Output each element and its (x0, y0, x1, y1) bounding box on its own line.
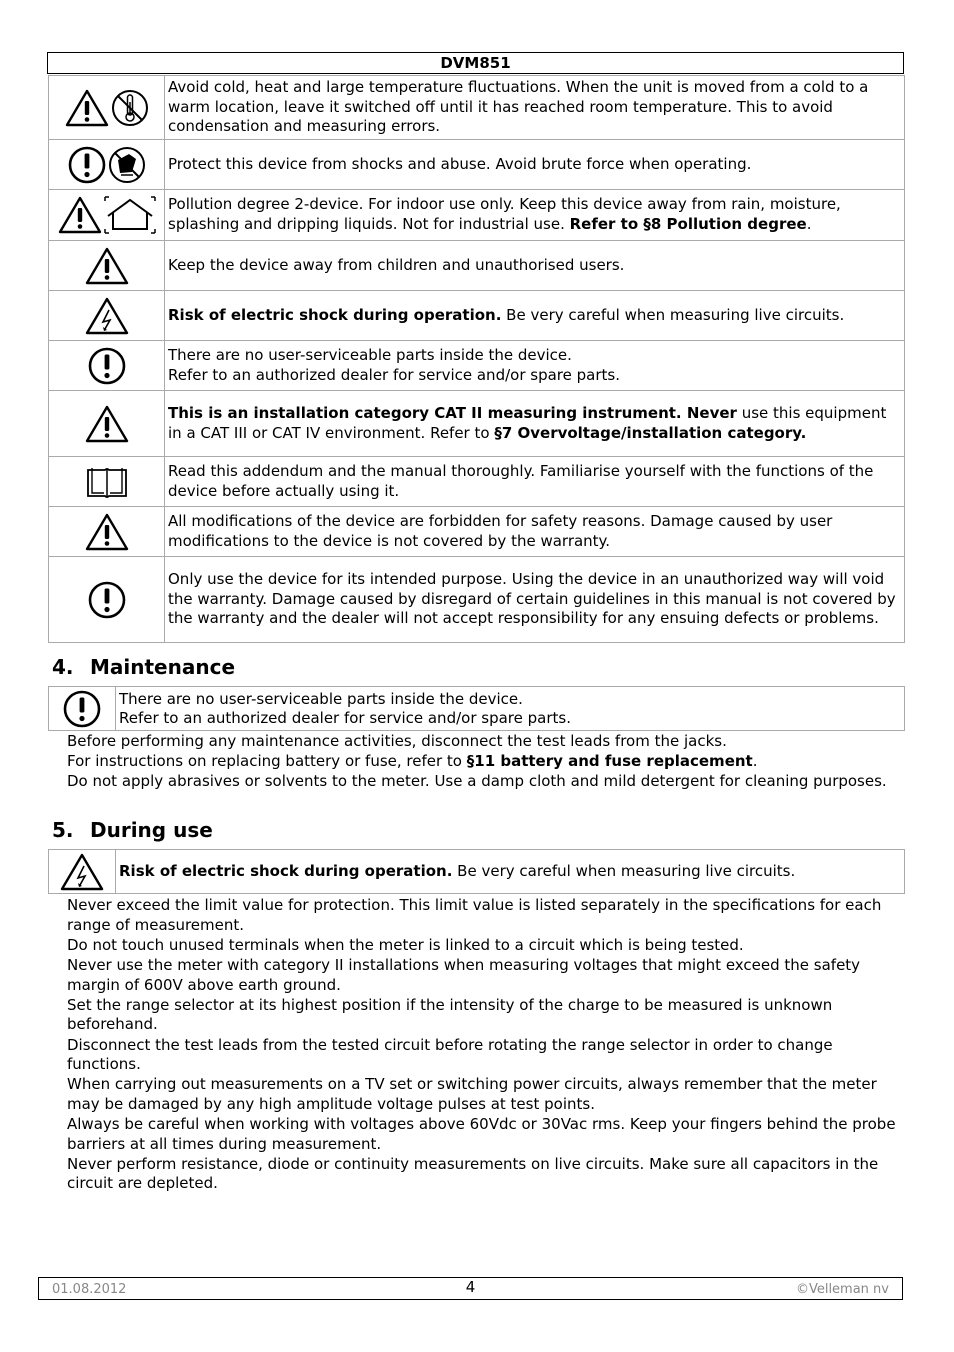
safety-text-bold: This is an installation category CAT II measuring instrument. Never (168, 403, 737, 422)
warning-icon (64, 98, 110, 116)
safety-icon-cell (49, 241, 165, 291)
paragraph: Disconnect the test leads from the tested circuit before rotating the range selector in order to change functions. (67, 1035, 833, 1074)
safety-row (49, 140, 905, 190)
safety-icon-cell (49, 140, 165, 190)
notice-bold: Risk of electric shock during operation. (119, 861, 453, 880)
paragraph: Never use the meter with category II installations when measuring voltages that might exceed the safety margin of 600V above earth ground. (67, 955, 861, 994)
safety-row (49, 76, 905, 140)
safety-icon-cell (49, 391, 165, 457)
shock-prohibited-icon (107, 155, 147, 173)
manual-book-icon (85, 472, 129, 490)
safety-icon-cell (49, 190, 165, 241)
safety-icon-cell (49, 76, 165, 140)
maintenance-notice (48, 686, 905, 731)
safety-row (49, 291, 905, 341)
safety-text-part: All modifications of the device are forbidden for safety reasons. Damage caused by user modifications to the device is not covered by the warranty. (168, 511, 833, 550)
safety-text (165, 507, 905, 557)
warning-icon (84, 414, 130, 432)
warning-icon (57, 206, 103, 224)
paragraph: Never exceed the limit value for protection. This limit value is listed separately in the specifications for each range of measurement. (67, 896, 882, 934)
attention-icon (87, 590, 127, 608)
electric-shock-icon (49, 850, 116, 894)
section-heading-during-use: 5. During use (52, 818, 213, 842)
safety-text-bold: Risk of electric shock during operation. (168, 305, 502, 324)
electric-shock-icon (84, 306, 130, 324)
attention-icon (67, 155, 107, 173)
document-header (47, 52, 904, 74)
paragraph: Set the range selector at its highest position if the intensity of the charge to be measured is unknown beforehand. (67, 995, 833, 1034)
footer-date: 01.08.2012 (52, 1282, 127, 1297)
safety-text (165, 76, 905, 140)
model-title: DVM851 (440, 54, 511, 72)
safety-text (165, 341, 905, 391)
paragraph: Do not touch unused terminals when the meter is linked to a circuit which is being tested. (67, 935, 744, 954)
safety-icon-cell (49, 457, 165, 507)
safety-icon-cell (49, 507, 165, 557)
safety-text-bold: §7 Overvoltage/installation category. (494, 423, 807, 442)
safety-text-part: use this equipment in a CAT III or CAT IV environment. Refer to (168, 403, 887, 442)
paragraph: Before performing any maintenance activities, disconnect the test leads from the jacks. (67, 732, 727, 750)
safety-row (49, 507, 905, 557)
warning-icon (84, 256, 130, 274)
attention-icon (87, 356, 127, 374)
safety-text (165, 457, 905, 507)
attention-icon (49, 687, 116, 731)
safety-row (49, 557, 905, 643)
warning-icon (84, 522, 130, 540)
thermometer-prohibited-icon (110, 98, 150, 116)
safety-text-part: Only use the device for its intended purpose. Using the device in an unauthorized way will void the warranty. Damage caused by disregard of certain guidelines in this manual is not covered by the warranty and the dealer will not accept responsibility for any ensuing defects or problems. (168, 570, 896, 628)
notice-text: Be very careful when measuring live circuits. (452, 861, 796, 880)
page-number: 4 (465, 1278, 476, 1296)
safety-text-part: Read this addendum and the manual thoroughly. Familiarise yourself with the functions of the device before actually using it. (168, 461, 874, 500)
safety-text (165, 241, 905, 291)
indoor-use-icon (103, 206, 157, 224)
notice-line: There are no user-serviceable parts inside the device. (119, 689, 523, 708)
safety-icon-cell (49, 341, 165, 391)
safety-text-part: Keep the device away from children and unauthorised users. (168, 255, 625, 274)
safety-table (48, 75, 905, 643)
page-footer (38, 1277, 903, 1300)
paragraph: Do not apply abrasives or solvents to the meter. Use a damp cloth and mild detergent for cleaning purposes. (67, 772, 887, 791)
safety-text (165, 557, 905, 643)
safety-text-part: Pollution degree 2-device. For indoor use only. Keep this device away from rain, moisture, splashing and dripping liquids. Not for industrial use. (168, 195, 841, 234)
safety-text-part: Be very careful when measuring live circuits. (501, 305, 845, 324)
safety-text-bold: Refer to §8 Pollution degree (569, 215, 807, 234)
maintenance-text (67, 732, 907, 793)
safety-text (165, 190, 905, 241)
safety-row (49, 190, 905, 241)
safety-text (165, 391, 905, 457)
safety-icon-cell (49, 557, 165, 643)
safety-line: There are no user-serviceable parts inside the device. (168, 345, 572, 364)
paragraph: For instructions on replacing battery or fuse, refer to §11 battery and fuse replacement. (67, 752, 758, 771)
safety-line: Refer to an authorized dealer for service and/or spare parts. (168, 365, 620, 384)
during-use-notice (48, 849, 905, 894)
paragraph: When carrying out measurements on a TV set or switching power circuits, always remember that the meter may be damaged by any high amplitude voltage pulses at test points. (67, 1075, 877, 1113)
safety-row (49, 341, 905, 391)
paragraph: Never perform resistance, diode or continuity measurements on live circuits. Make sure all capacitors in the circuit are depleted. (67, 1154, 879, 1193)
safety-text-part: Avoid cold, heat and large temperature fluctuations. When the unit is moved from a cold to a warm location, leave it switched off until it has reached room temperature. This to avoid condensation and measuring errors. (168, 78, 869, 136)
safety-text (165, 291, 905, 341)
during-use-text (67, 896, 907, 1195)
safety-row (49, 457, 905, 507)
footer-copyright: ©Velleman nv (795, 1282, 889, 1297)
paragraph: Always be careful when working with voltages above 60Vdc or 30Vac rms. Keep your fingers behind the probe barriers at all times during measurement. (67, 1115, 896, 1153)
safety-text (165, 140, 905, 190)
notice-line: Refer to an authorized dealer for service and/or spare parts. (119, 708, 571, 727)
safety-text-part: Protect this device from shocks and abuse. Avoid brute force when operating. (168, 154, 752, 173)
safety-text-part: . (806, 215, 812, 234)
safety-row (49, 391, 905, 457)
safety-icon-cell (49, 291, 165, 341)
safety-row (49, 241, 905, 291)
section-heading-maintenance: 4. Maintenance (52, 655, 236, 679)
